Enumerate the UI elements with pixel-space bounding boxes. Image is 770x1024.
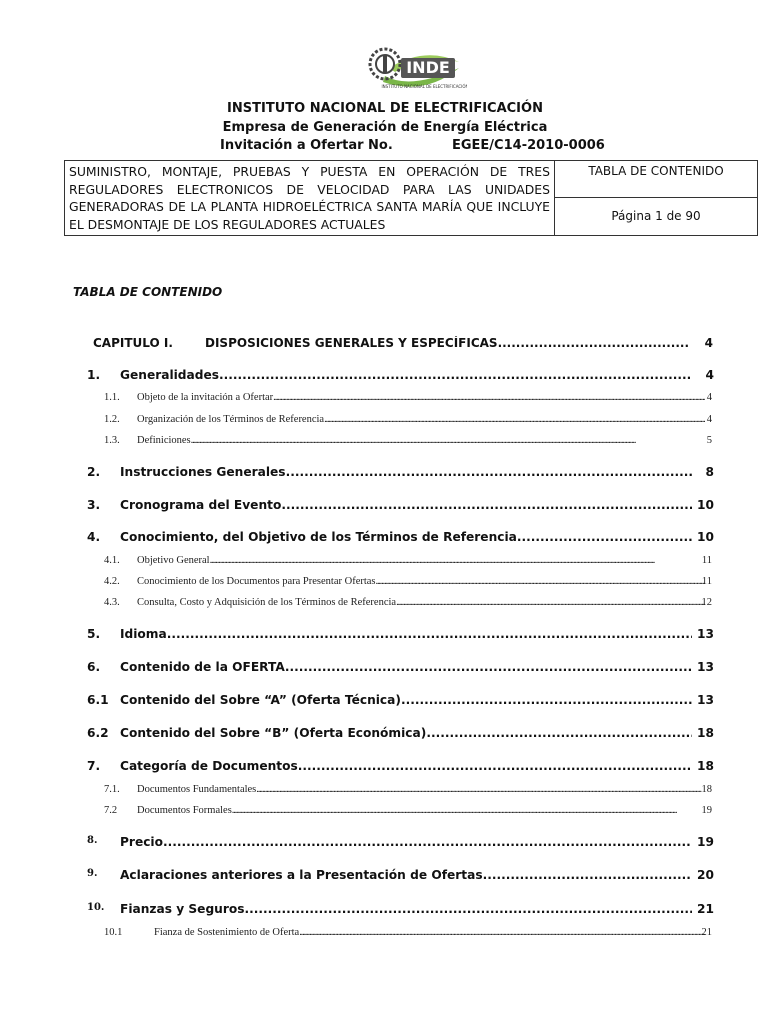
toc-entry-number: 4.2. [104,576,120,587]
toc-entry-page: 19 [701,805,712,816]
toc-entry-page: 20 [697,868,714,882]
toc-entry-page: 11 [701,555,712,566]
toc-entry-number: 9. [87,868,98,879]
toc-entry-page: 10 [697,530,714,544]
toc-entry-title: DISPOSICIONES GENERALES Y ESPECÍFICAS [205,336,498,350]
toc-entry-title: Definiciones [137,435,191,446]
toc-entry-page: 13 [697,693,714,707]
toc-entry-title: Aclaraciones anteriores a la Presentación de Ofertas [120,868,483,882]
leader-dots [517,530,692,544]
toc-entry-number: 4. [87,530,101,544]
toc-entry-number: 6.1 [87,693,109,707]
toc-entry-number: 10.1 [104,927,123,938]
invitation-number: EGEE/C14-2010-0006 [452,138,605,153]
invitation-label: Invitación a Ofertar No. [220,138,393,153]
section-label: TABLA DE CONTENIDO [555,161,757,198]
toc-entry-page: 4 [705,368,714,382]
toc-entry-title: Fianza de Sostenimiento de Oferta [154,927,300,938]
toc-entry-page: 5 [706,435,712,446]
toc-entry-number: 1.1. [104,392,120,403]
toc-entry-number: 7. [87,759,101,773]
leader-dots [273,392,705,403]
leader-dots [210,555,705,566]
toc-entry-page: 12 [701,597,712,608]
leader-dots [376,576,705,587]
toc-entry-page: 4 [704,336,713,350]
toc-entry-number: 2. [87,465,101,479]
toc-entry-title: Conocimiento, del Objetivo de los Términos de Referencia [120,530,517,544]
inde-logo [355,38,467,98]
page-counter: Página 1 de 90 [611,209,701,223]
toc-entry-number: CAPITULO I. [93,336,173,350]
toc-entry-title: Organización de los Términos de Referencia [137,414,325,425]
toc-entry-title: Documentos Fundamentales [137,784,257,795]
toc-entry-title: Idioma [120,627,167,641]
toc-entry-page: 8 [705,465,714,479]
toc-entry-page: 13 [697,627,714,641]
toc-entry-number: 6.2 [87,726,109,740]
logo-text: INDE [406,58,450,77]
leader-dots [245,902,693,916]
toc-entry-title: Consulta, Costo y Adquisición de los Términos de Referencia [137,597,397,608]
leader-dots [426,726,692,740]
toc-entry-page: 19 [697,835,714,849]
toc-entry-number: 4.1. [104,555,120,566]
toc-entry-page: 10 [697,498,714,512]
leader-dots [299,927,705,938]
toc-entry-number: 4.3. [104,597,120,608]
leader-dots [191,435,705,446]
leader-dots [285,660,692,674]
toc-entry-title: Conocimiento de los Documentos para Presentar Ofertas [137,576,376,587]
leader-dots [298,759,692,773]
toc-entry-title: Precio [120,835,163,849]
toc-entry-number: 6. [87,660,101,674]
toc-entry-page: 18 [697,726,714,740]
inde-logo-graphic [355,38,467,98]
leader-dots [401,693,692,707]
toc-entry-page: 21 [697,902,714,916]
leader-dots [219,368,692,382]
toc-entry-number: 7.1. [104,784,120,795]
toc-entry-page: 11 [701,576,712,587]
toc-entry-page: 4 [706,414,712,425]
toc-entry-title: Categoría de Documentos [120,759,298,773]
toc-entry-page: 13 [697,660,714,674]
toc-entry-title: Objeto de la invitación a Ofertar [137,392,274,403]
leader-dots [483,868,692,882]
leader-dots [286,465,692,479]
toc-entry-number: 1.2. [104,414,120,425]
logo-subtitle: INSTITUTO NACIONAL DE ELECTRIFICACIÓN [381,84,467,89]
company-name: Empresa de Generación de Energía Eléctrica [222,120,548,135]
toc-title: TABLA DE CONTENIDO [73,285,223,299]
leader-dots [324,414,705,425]
toc-entry-title: Generalidades [120,368,219,382]
toc-entry-page: 21 [701,927,712,938]
toc-entry-title: Cronograma del Evento [120,498,282,512]
toc-entry-title: Objetivo General [137,555,210,566]
toc-entry-title: Documentos Formales [137,805,232,816]
leader-dots [256,784,705,795]
leader-dots [498,336,690,350]
leader-dots [232,805,705,816]
toc-entry-number: 1.3. [104,435,120,446]
toc-entry-title: Contenido de la OFERTA [120,660,285,674]
leader-dots [281,498,692,512]
toc-entry-title: Contenido del Sobre “A” (Oferta Técnica) [120,693,401,707]
toc-entry-page: 18 [697,759,714,773]
toc-entry-number: 1. [87,368,101,382]
toc-entry-number: 8. [87,835,98,846]
toc-entry-number: 7.2 [104,805,118,816]
toc-entry-title: Contenido del Sobre “B” (Oferta Económica) [120,726,427,740]
toc-entry-page: 18 [701,784,712,795]
toc-entry-title: Fianzas y Seguros [120,902,245,916]
leader-dots [163,835,692,849]
leader-dots [167,627,692,641]
toc-entry-number: 5. [87,627,101,641]
toc-entry-page: 4 [706,392,712,403]
leader-dots [396,597,705,608]
project-description: SUMINISTRO, MONTAJE, PRUEBAS Y PUESTA EN OPERACIÓN DE TRES REGULADORES ELECTRONICOS DE VELOCIDAD PARA LAS UNIDADES GENERADORAS DE LA PLANTA HIDROELÉCTRICA SANTA MARÍA QUE INCLUYE EL DESMONTAJE DE LOS REGULADORES ACTUALES [65,161,555,235]
toc-entry-number: 3. [87,498,101,512]
toc-entry-number: 10. [87,902,105,913]
header-table [64,160,758,236]
institution-name: INSTITUTO NACIONAL DE ELECTRIFICACIÓN [227,101,543,116]
toc-entry-title: Instrucciones Generales [120,465,286,479]
